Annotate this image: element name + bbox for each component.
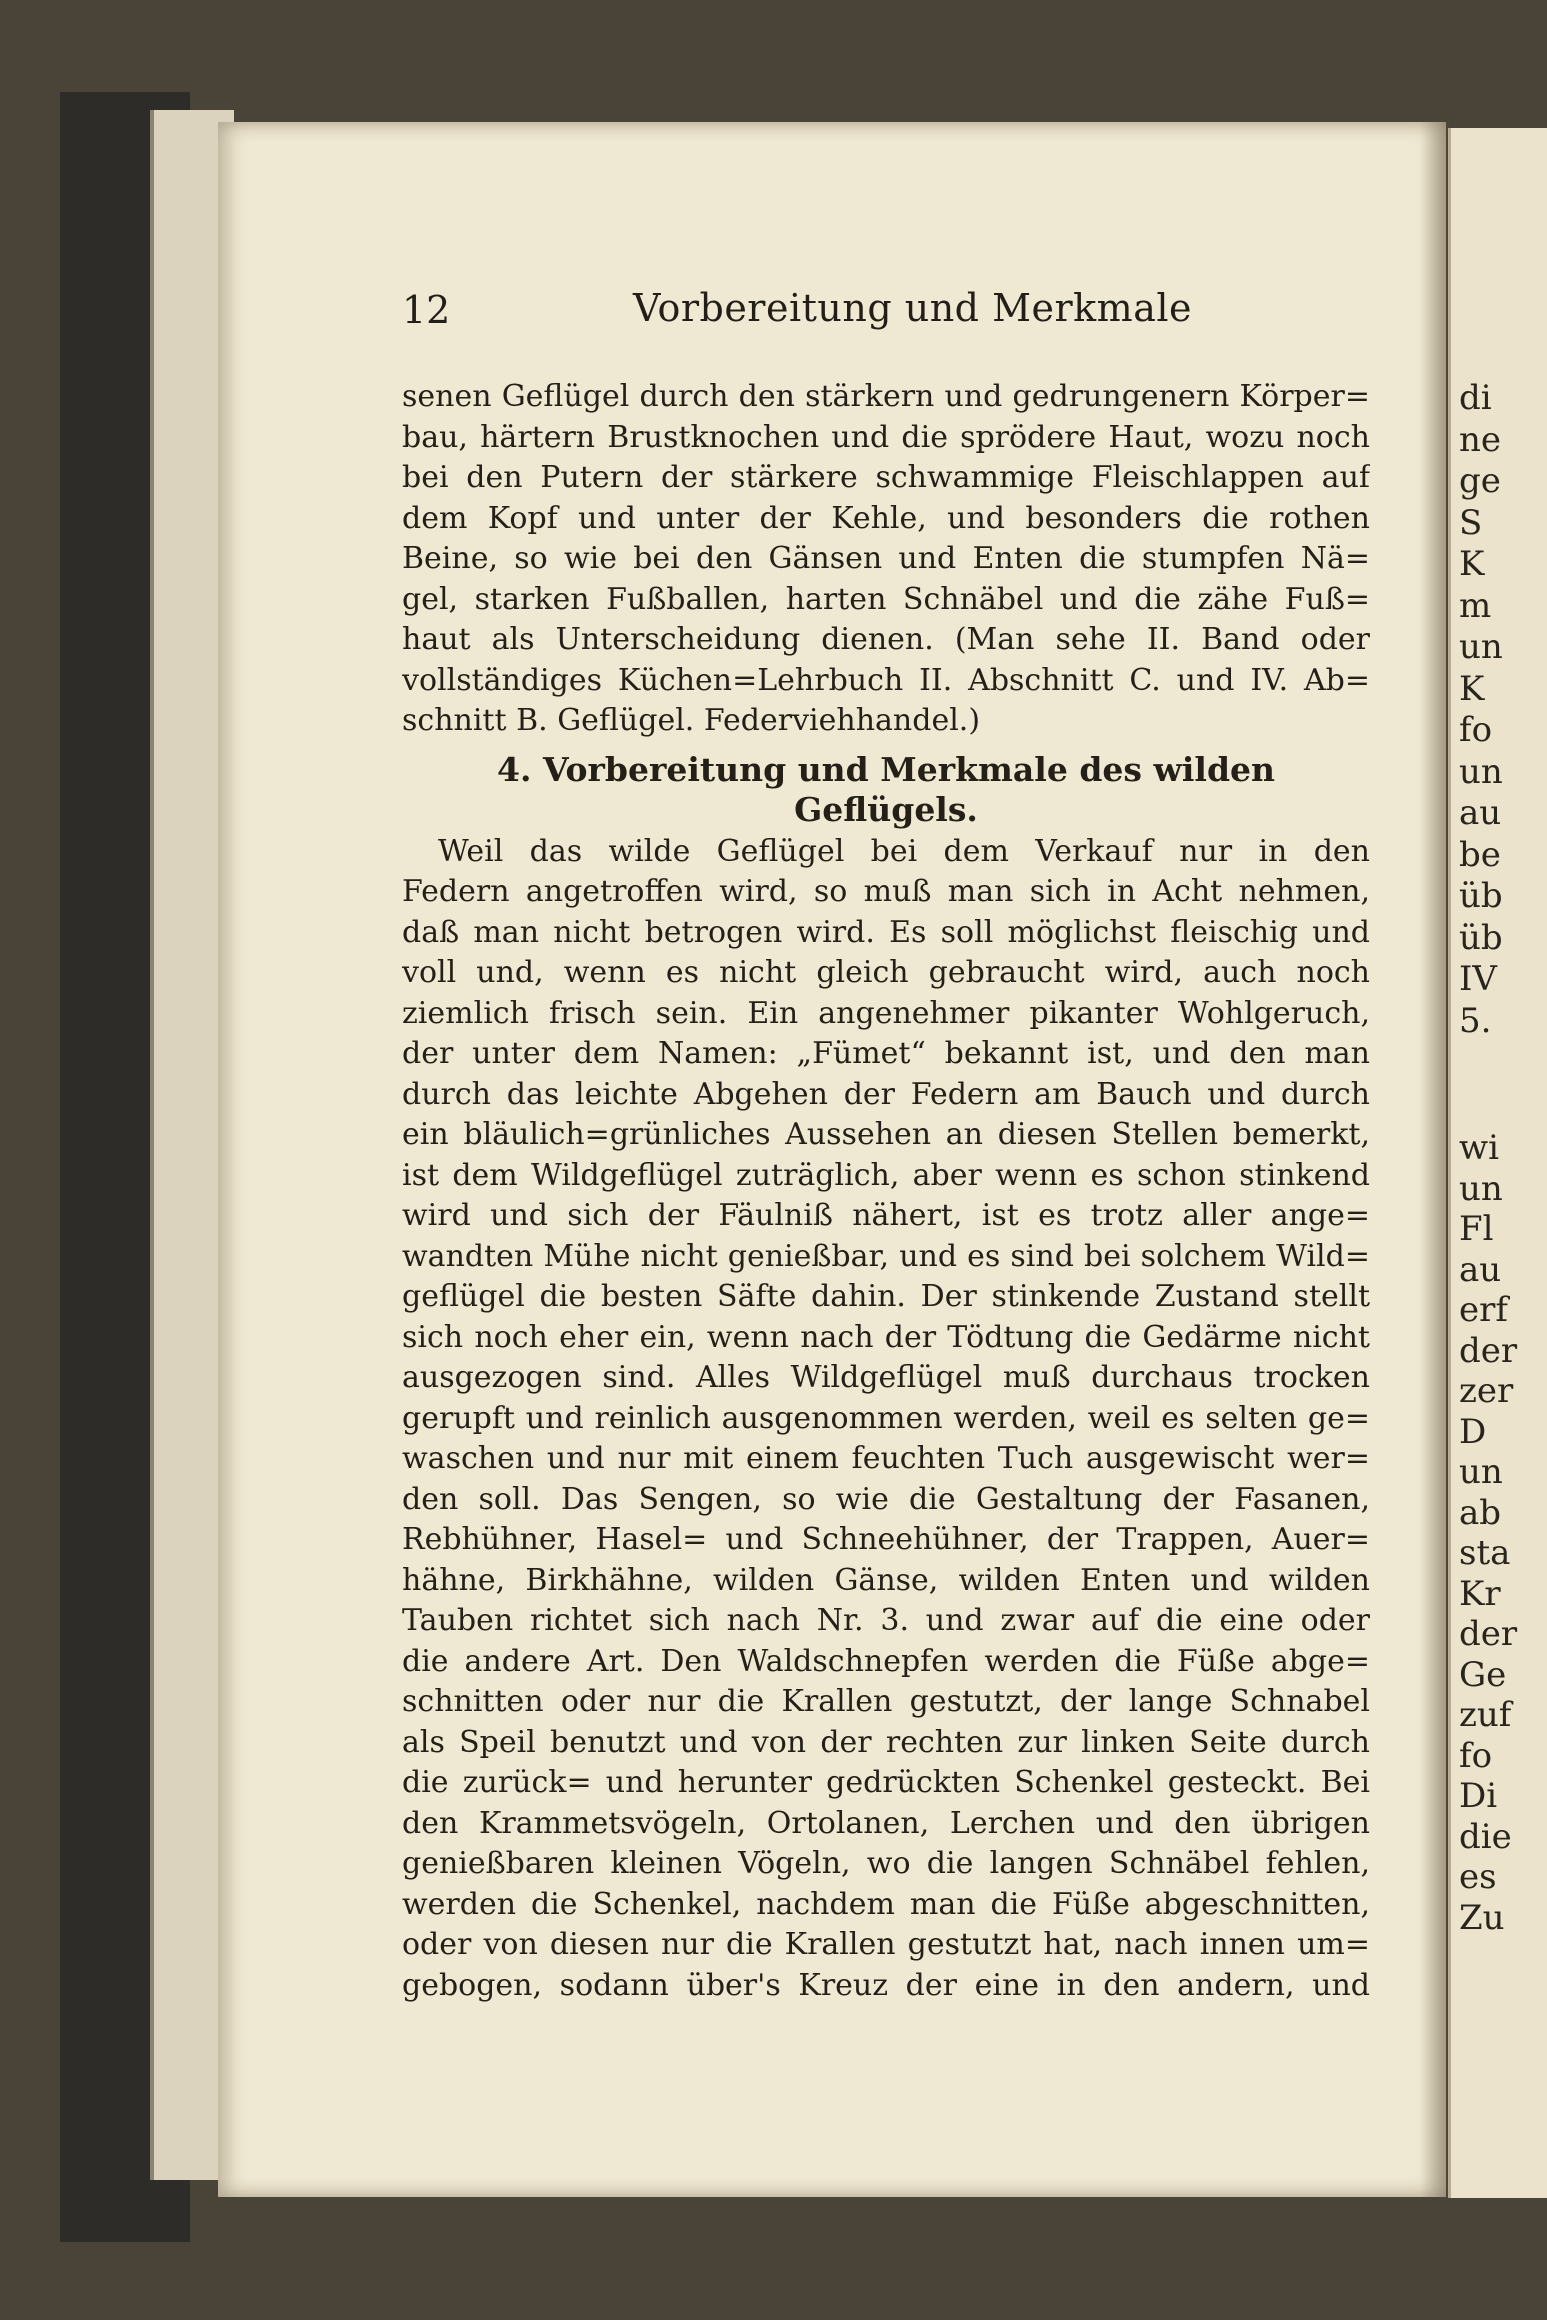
section-title-line1: Vorbereitung und Merkmale des wilden	[542, 749, 1276, 789]
text-line: werden die Schenkel, nachdem man die Füße abgeschnitten,	[402, 1886, 1370, 1922]
text-line: vollständiges Küchen=Lehrbuch II. Abschnitt C. und IV. Ab=	[402, 662, 1370, 698]
text-line: oder von diesen nur die Krallen gestutzt hat, nach innen um=	[402, 1927, 1370, 1962]
facing-page-fragment: un	[1459, 1168, 1503, 1209]
text-line: die andere Art. Den Waldschnepfen werden die Füße abge=	[402, 1643, 1370, 1679]
facing-page-fragment: S	[1459, 502, 1483, 543]
section-number: 4.	[496, 749, 532, 789]
text-line: bei den Putern der stärkere schwammige Fleischlappen auf	[402, 460, 1370, 495]
text-line: durch das leichte Abgehen der Federn am Bauch und durch	[402, 1076, 1370, 1112]
text-line: Federn angetroffen wird, so muß man sich in Acht nehmen,	[402, 874, 1370, 909]
facing-page-fragment: be	[1459, 834, 1501, 875]
text-line: wird und sich der Fäulniß nähert, ist es trotz aller ange=	[402, 1198, 1370, 1233]
text-line: Beine, so wie bei den Gänsen und Enten die stumpfen Nä=	[402, 541, 1370, 576]
text-line: waschen und nur mit einem feuchten Tuch ausgewischt wer=	[402, 1441, 1370, 1476]
section-heading	[402, 750, 1370, 830]
facing-page-fragment: üb	[1459, 917, 1503, 958]
section-title-line2: Geflügels.	[794, 789, 978, 829]
facing-page-fragment: es	[1459, 1857, 1497, 1897]
facing-page-fragment: der	[1459, 1614, 1518, 1654]
text-line: Tauben richtet sich nach Nr. 3. und zwar auf die eine oder	[402, 1603, 1370, 1638]
facing-page-fragment: der	[1459, 1330, 1518, 1371]
facing-page-fragment: zuf	[1459, 1695, 1512, 1735]
facing-page-fragment: zer	[1459, 1371, 1514, 1411]
text-line: die zurück= und herunter gedrückten Schenkel gesteckt. Bei	[402, 1765, 1370, 1800]
facing-page-fragment: di	[1459, 378, 1492, 418]
text-line: den Krammetsvögeln, Ortolanen, Lerchen und den übrigen	[402, 1805, 1370, 1841]
facing-page-fragment: wi	[1459, 1128, 1499, 1168]
text-line: genießbaren kleinen Vögeln, wo die langen Schnäbel fehlen,	[402, 1846, 1370, 1881]
page-header	[402, 288, 1370, 338]
text-line: Weil das wilde Geflügel bei dem Verkauf nur in den	[438, 833, 1370, 869]
facing-page-fragment: D	[1459, 1411, 1487, 1452]
facing-page-fragment: Fl	[1459, 1209, 1494, 1249]
facing-page-fragment: 5.	[1459, 1000, 1492, 1041]
facing-page-fragment: sta	[1459, 1533, 1511, 1573]
binding-shadow	[1420, 122, 1450, 2197]
text-line: Rebhühner, Hasel= und Schneehühner, der Trappen, Auer=	[402, 1522, 1370, 1557]
facing-page-fragment: ne	[1459, 419, 1502, 460]
facing-page-fragment: Zu	[1459, 1897, 1505, 1938]
text-line: dem Kopf und unter der Kehle, und besonders die rothen	[402, 500, 1370, 536]
text-line: ziemlich frisch sein. Ein angenehmer pikanter Wohlgeruch,	[402, 995, 1370, 1031]
paragraph-continued	[402, 377, 1370, 742]
facing-page-fragment: au	[1459, 793, 1502, 833]
text-line: daß man nicht betrogen wird. Es soll möglichst fleischig und	[402, 914, 1370, 950]
text-line: gel, starken Fußballen, harten Schnäbel und die zähe Fuß=	[402, 581, 1370, 617]
facing-page-fragment: IV	[1459, 959, 1497, 999]
text-line: gerupft und reinlich ausgenommen werden, weil es selten ge=	[402, 1400, 1370, 1436]
facing-page-fragment: un	[1459, 1452, 1503, 1492]
facing-page-fragment: ab	[1459, 1492, 1502, 1533]
facing-page-fragment: Kr	[1459, 1573, 1501, 1614]
facing-page-fragment: fo	[1459, 1735, 1493, 1776]
facing-page-fragment: m	[1459, 585, 1492, 626]
text-line: der unter dem Namen: „Fümet“ bekannt ist, und den man	[402, 1036, 1370, 1071]
facing-page-fragment: un	[1459, 627, 1503, 667]
text-line: ein bläulich=grünliches Aussehen an diesen Stellen bemerkt,	[402, 1117, 1370, 1152]
text-line: wandten Mühe nicht genießbar, und es sind bei solchem Wild=	[402, 1238, 1370, 1274]
facing-page-fragment: K	[1459, 668, 1485, 709]
text-line: als Speil benutzt und von der rechten zur linken Seite durch	[402, 1724, 1370, 1760]
text-line: gebogen, sodann über's Kreuz der eine in den andern, und	[402, 1967, 1370, 2003]
facing-page-fragment: un	[1459, 751, 1503, 792]
facing-page-fragment: Ge	[1459, 1654, 1507, 1695]
text-line: senen Geflügel durch den stärkern und gedrungenern Körper=	[402, 379, 1370, 414]
facing-page-fragment: K	[1459, 544, 1485, 584]
facing-page-fragment: erf	[1459, 1290, 1508, 1330]
facing-page-fragment: au	[1459, 1249, 1502, 1290]
text-line: bau, härtern Brustknochen und die sprödere Haut, wozu noch	[402, 419, 1370, 455]
facing-page-fragment: ge	[1459, 461, 1501, 501]
facing-page-fragment: fo	[1459, 710, 1493, 750]
text-line: voll und, wenn es nicht gleich gebraucht wird, auch noch	[402, 955, 1370, 990]
running-head: Vorbereitung und Merkmale	[633, 286, 1193, 330]
text-line: ist dem Wildgeflügel zuträglich, aber wenn es schon stinkend	[402, 1157, 1370, 1193]
text-line: haut als Unterscheidung dienen. (Man sehe II. Band oder	[402, 622, 1370, 657]
text-line: ausgezogen sind. Alles Wildgeflügel muß durchaus trocken	[402, 1360, 1370, 1395]
paragraph	[402, 832, 1370, 2007]
text-line: schnitt B. Geflügel. Federviehhandel.)	[402, 703, 981, 738]
page-body	[402, 377, 1370, 2006]
facing-page-fragment: Di	[1459, 1776, 1498, 1816]
text-line: schnitten oder nur die Krallen gestutzt, der lange Schnabel	[402, 1684, 1370, 1719]
text-line: sich noch eher ein, wenn nach der Tödtung die Gedärme nicht	[402, 1319, 1370, 1355]
facing-page-edge	[1448, 128, 1547, 2198]
page-number: 12	[402, 288, 451, 332]
facing-page-fragment: die	[1459, 1816, 1512, 1857]
facing-page-fragment: üb	[1459, 876, 1503, 916]
text-line: den soll. Das Sengen, so wie die Gestaltung der Fasanen,	[402, 1481, 1370, 1517]
text-line: geflügel die besten Säfte dahin. Der stinkende Zustand stellt	[402, 1279, 1370, 1314]
text-line: hähne, Birkhähne, wilden Gänse, wilden Enten und wilden	[402, 1562, 1370, 1598]
